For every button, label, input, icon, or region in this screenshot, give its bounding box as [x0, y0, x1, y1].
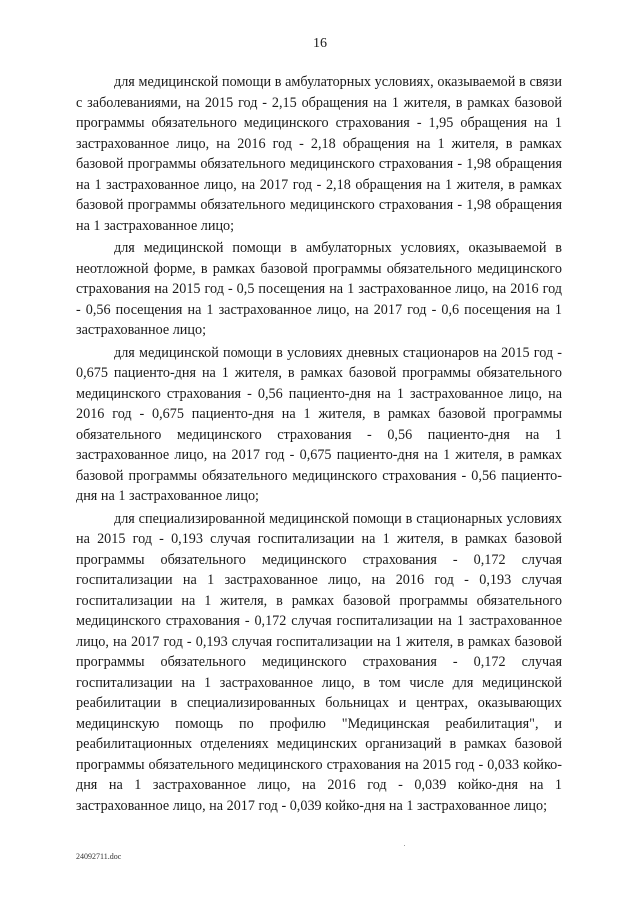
page-number: 16 — [313, 36, 327, 51]
document-body — [76, 72, 562, 818]
footer-file-name: 24092711.doc — [76, 852, 122, 861]
paragraph-ambulatory-urgent: для медицинской помощи в амбулаторных условиях, оказываемой в неотложной форме, в рамках базовой программы обязательного медицинского страхования на 2015 год - 0,5 посещения на 1 застрахованное лицо, на 2016 год - 0,56 посещения на 1 застрахованное лицо, на 2017 год - 0,6 посещения на 1 застрахованное лицо; — [76, 240, 562, 338]
scan-speck — [404, 845, 405, 846]
paragraph-inpatient-specialized: для специализированной медицинской помощи в стационарных условиях на 2015 год - 0,193 случая госпитализации на 1 жителя, в рамках базовой программы обязательного медицинского страхования - 0,172 случая госпитализации на 1 застрахованное лицо, на 2016 год - 0,193 случая госпитализации на 1 жителя, в рамках базовой программы обязательного медицинского страхования - 0,172 случая госпитализации на 1 застрахованное лицо, на 2017 год - 0,193 случая госпитализации на 1 жителя, в рамках базовой программы обязательного медицинского страхования - 0,172 случая госпитализации на 1 застрахованное лицо, в том числе для медицинской реабилитации в специализированных больницах и центрах, оказывающих медицинскую помощь по профилю "Медицинская реабилитация", и реабилитационных отделениях медицинских организаций в рамках базовой программы обязательного медицинского страхования на 2015 год - 0,033 койко-дня на 1 застрахованное лицо, на 2016 год - 0,039 койко-дня на 1 застрахованное лицо, на 2017 год - 0,039 койко-дня на 1 застрахованное лицо; — [76, 510, 562, 814]
paragraph-ambulatory-disease: для медицинской помощи в амбулаторных условиях, оказываемой в связи с заболеваниями, на 2015 год - 2,15 обращения на 1 жителя, в рамках базовой программы обязательного медицинского страхования - 1,95 обращения на 1 застрахованное лицо, на 2016 год - 2,18 обращения на 1 жителя, в рамках базовой программы обязательного медицинского страхования - 1,98 обращения на 1 застрахованное лицо, на 2017 год - 2,18 обращения на 1 жителя, в рамках базовой программы обязательного медицинского страхования - 1,98 обращения на 1 застрахованное лицо; — [76, 74, 562, 234]
paragraph-day-hospital: для медицинской помощи в условиях дневных стационаров на 2015 год - 0,675 пациенто-дня на 1 жителя, в рамках базовой программы обязательного медицинского страхования - 0,56 пациенто-дня на 1 застрахованное лицо, на 2016 год - 0,675 пациенто-дня на 1 жителя, в рамках базовой программы обязательного медицинского страхования - 0,56 пациенто-дня на 1 застрахованное лицо, на 2017 год - 0,675 пациенто-дня на 1 жителя, в рамках базовой программы обязательного медицинского страхования - 0,56 пациенто-дня на 1 застрахованное лицо; — [76, 344, 562, 504]
